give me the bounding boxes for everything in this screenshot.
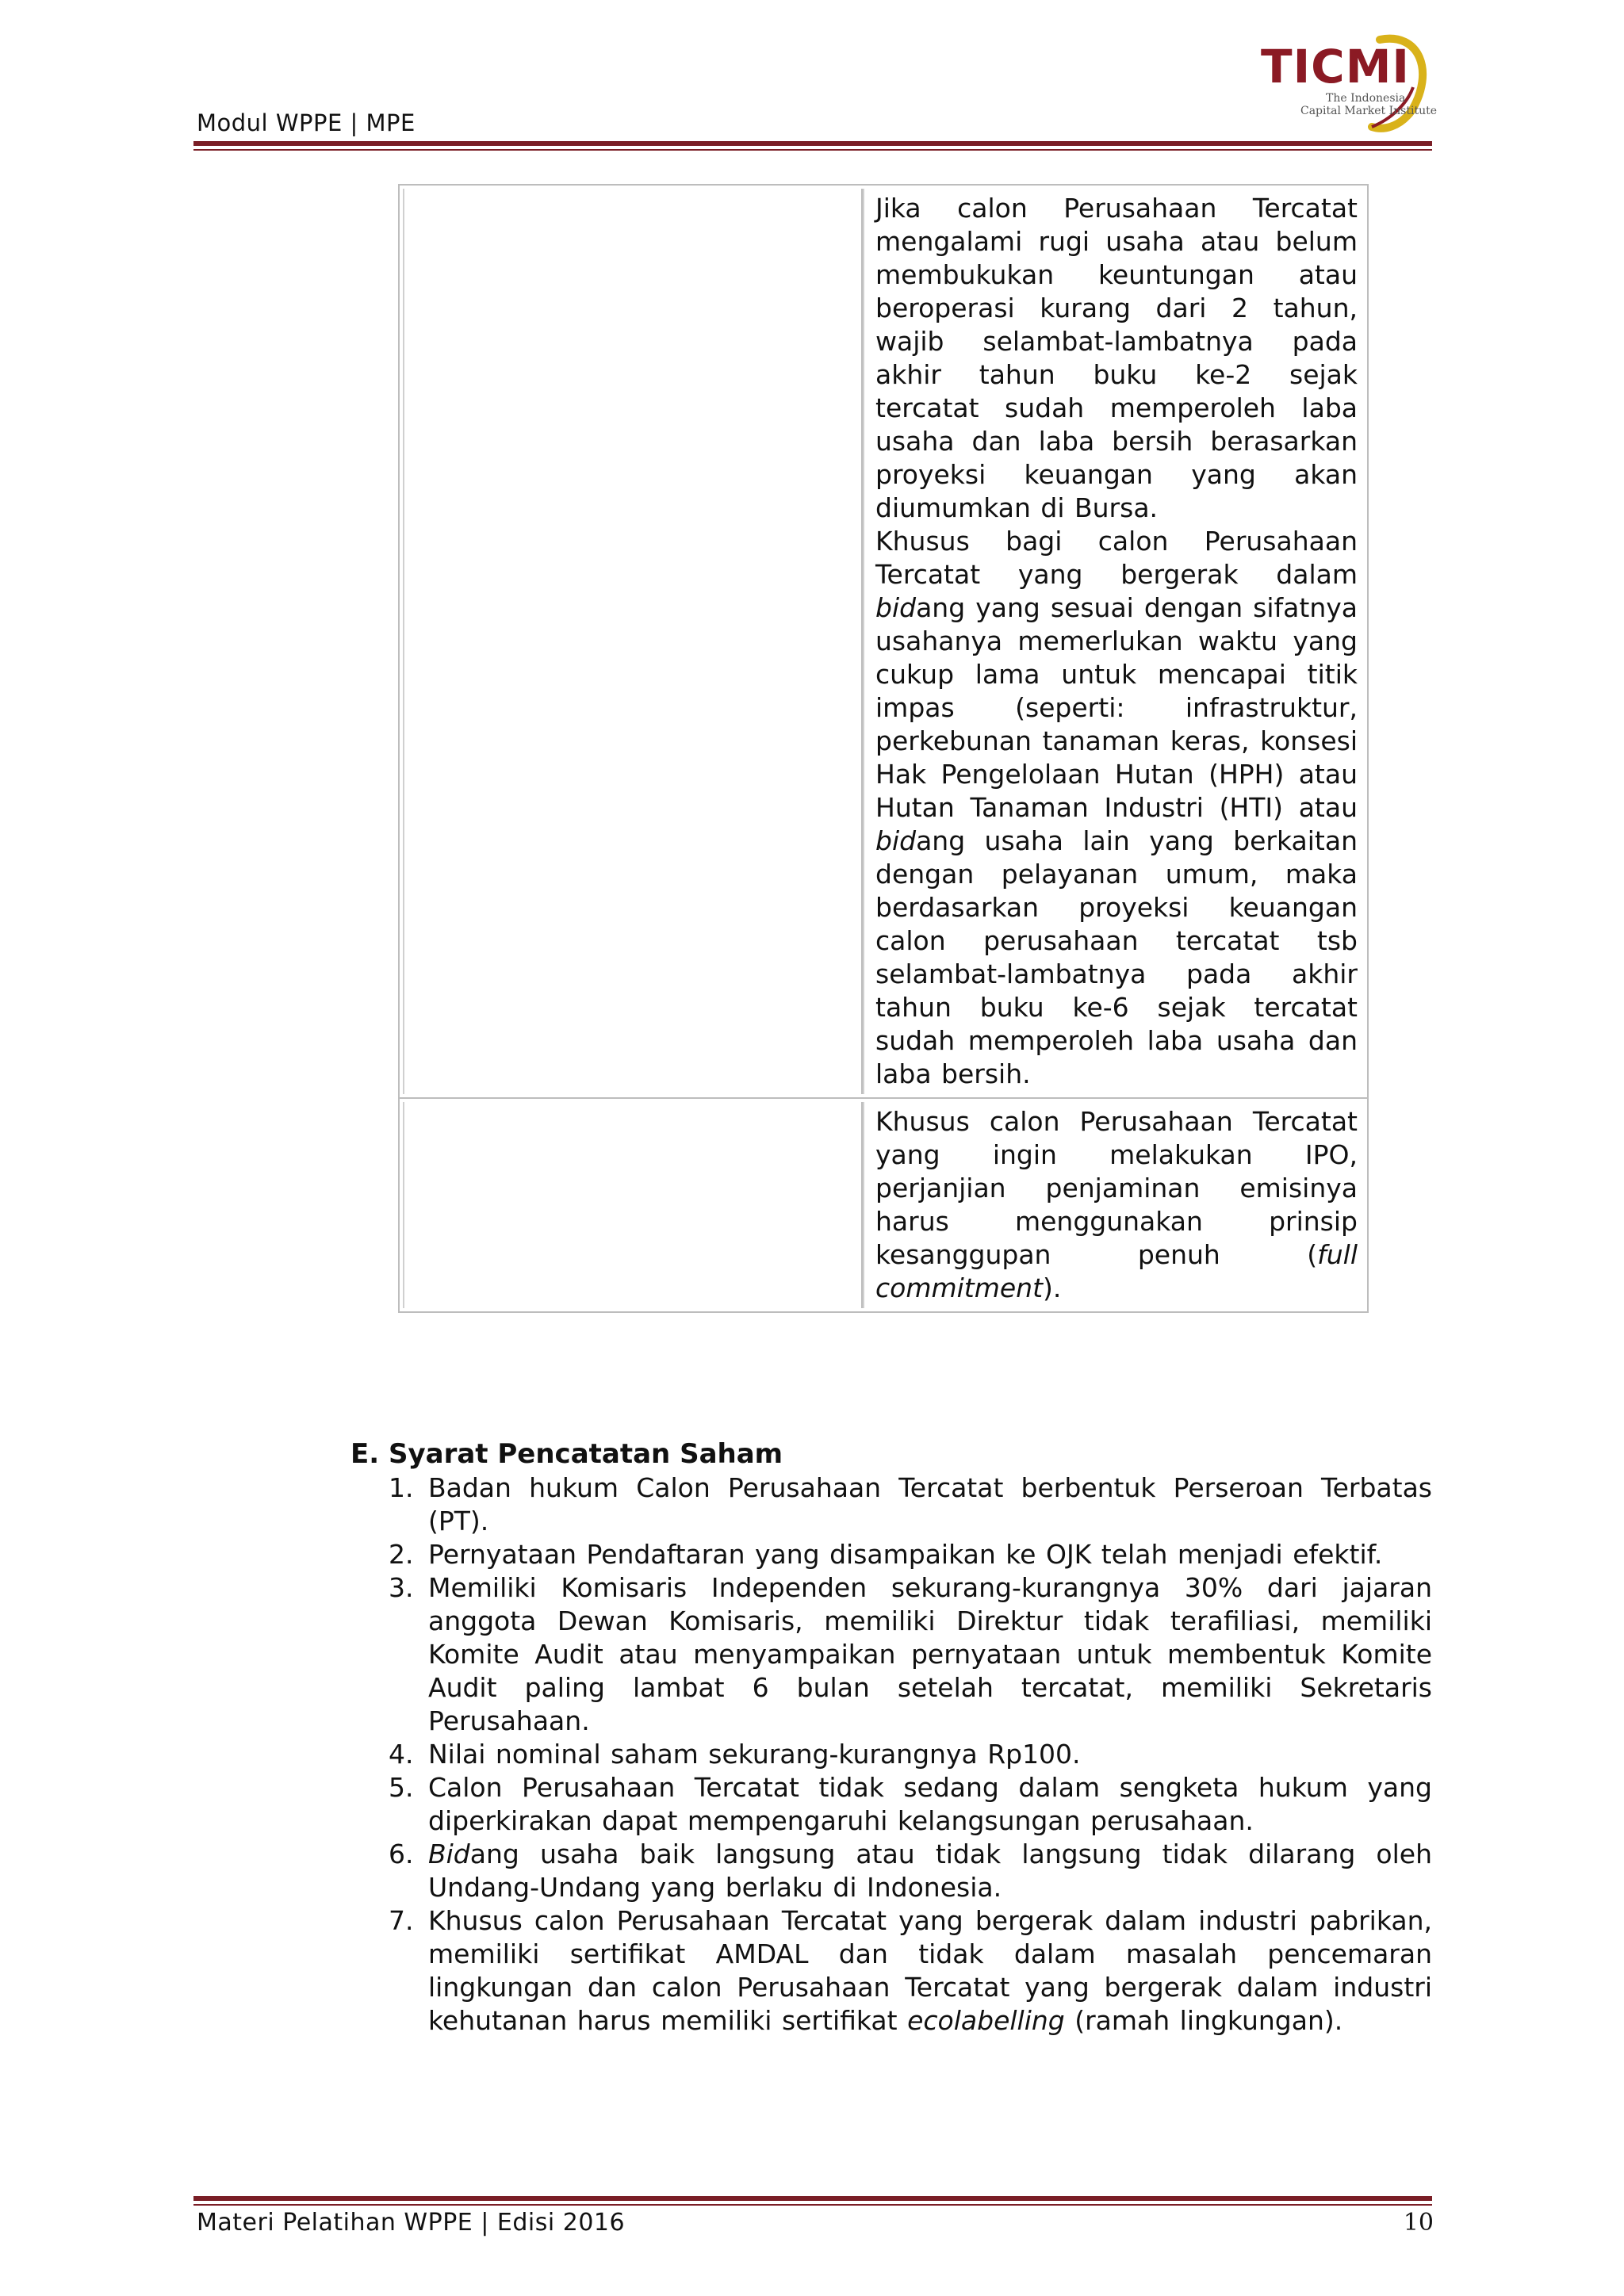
table-row bbox=[400, 186, 1367, 1097]
logo-subtitle-line2: Capital Market Institute bbox=[1300, 105, 1438, 117]
list-item: 1. Badan hukum Calon Perusahaan Tercatat berbentuk Perseroan Terbatas (PT). bbox=[389, 1472, 1432, 1536]
paragraph-special-sector: Khusus bagi calon Perusahaan Tercatat yang bergerak dalam bidang yang sesuai dengan sifatnya usahanya memerlukan waktu yang cukup lama untuk mencapai titik impas (seperti: infrastruktur, perkebunan tanaman keras, konsesi Hak Pengelolaan Hutan (HPH) atau Hutan Tanaman Industri (HTI) atau bidang usaha lain yang berkaitan dengan pelayanan umum, maka berdasarkan proyeksi keuangan calon perusahaan tercatat tsb selambat-lambatnya pada akhir tahun buku ke-6 sejak tercatat sudah memperoleh laba usaha dan laba bersih. bbox=[875, 526, 1358, 1089]
table-cell bbox=[863, 1102, 1364, 1308]
footer-label: Materi Pelatihan WPPE | Edisi 2016 bbox=[197, 2209, 626, 2237]
list-item: 3. Memiliki Komisaris Independen sekurang-kurangnya 30% dari jajaran anggota Dewan Komisaris, memiliki Direktur tidak terafiliasi, memiliki Komite Audit atau menyampaikan pernyataan untuk membentuk Komite Audit paling lambat 6 bulan setelah tercatat, memiliki Sekretaris Perusahaan. bbox=[389, 1572, 1432, 1736]
list-item: 4. Nilai nominal saham sekurang-kurangnya Rp100. bbox=[389, 1739, 1081, 1770]
footer-rule-thin bbox=[193, 2204, 1432, 2206]
table-cell-empty bbox=[403, 1102, 863, 1308]
requirements-table bbox=[398, 184, 1369, 1313]
logo-subtitle-line1: The Indonesia bbox=[1326, 92, 1406, 105]
ticmi-logo bbox=[1253, 24, 1438, 135]
table-cell bbox=[863, 189, 1364, 1094]
list-item: 6. Bidang usaha baik langsung atau tidak langsung tidak dilarang oleh Undang-Undang yang berlaku di Indonesia. bbox=[389, 1839, 1432, 1903]
paragraph-full-commitment: Khusus calon Perusahaan Tercatat yang ingin melakukan IPO, perjanjian penjaminan emisinya harus menggunakan prinsip kesanggupan penuh (full commitment). bbox=[875, 1106, 1358, 1303]
list-item: 5. Calon Perusahaan Tercatat tidak sedang dalam sengketa hukum yang diperkirakan dapat mempengaruhi kelangsungan perusahaan. bbox=[389, 1772, 1432, 1836]
page-number: 10 bbox=[1403, 2209, 1434, 2237]
header-rule-thick bbox=[193, 141, 1432, 146]
list-item: 7. Khusus calon Perusahaan Tercatat yang bergerak dalam industri pabrikan, memiliki sertifikat AMDAL dan tidak dalam masalah pencemaran lingkungan dan calon Perusahaan Tercatat yang bergerak dalam industri kehutanan harus memiliki sertifikat ecolabelling (ramah lingkungan). bbox=[389, 1905, 1432, 2036]
footer-rule-thick bbox=[193, 2196, 1432, 2201]
section-title: E. Syarat Pencatatan Saham bbox=[350, 1438, 783, 1470]
module-label: Modul WPPE | MPE bbox=[197, 109, 416, 136]
requirements-list bbox=[350, 1471, 1432, 2038]
section-e bbox=[350, 1437, 1432, 2038]
list-item: 2. Pernyataan Pendaftaran yang disampaikan ke OJK telah menjadi efektif. bbox=[389, 1539, 1383, 1570]
table-row bbox=[400, 1097, 1367, 1311]
logo-wordmark: TICMI bbox=[1261, 40, 1411, 94]
header-rule-thin bbox=[193, 149, 1432, 151]
table-cell-empty bbox=[403, 189, 863, 1094]
paragraph-loss-condition: Jika calon Perusahaan Tercatat mengalami rugi usaha atau belum membukukan keuntungan atau beroperasi kurang dari 2 tahun, wajib selambat-lambatnya pada akhir tahun buku ke-2 sejak tercatat sudah memperoleh laba usaha dan laba bersih berasarkan proyeksi keuangan yang akan diumumkan di Bursa. bbox=[875, 193, 1358, 523]
